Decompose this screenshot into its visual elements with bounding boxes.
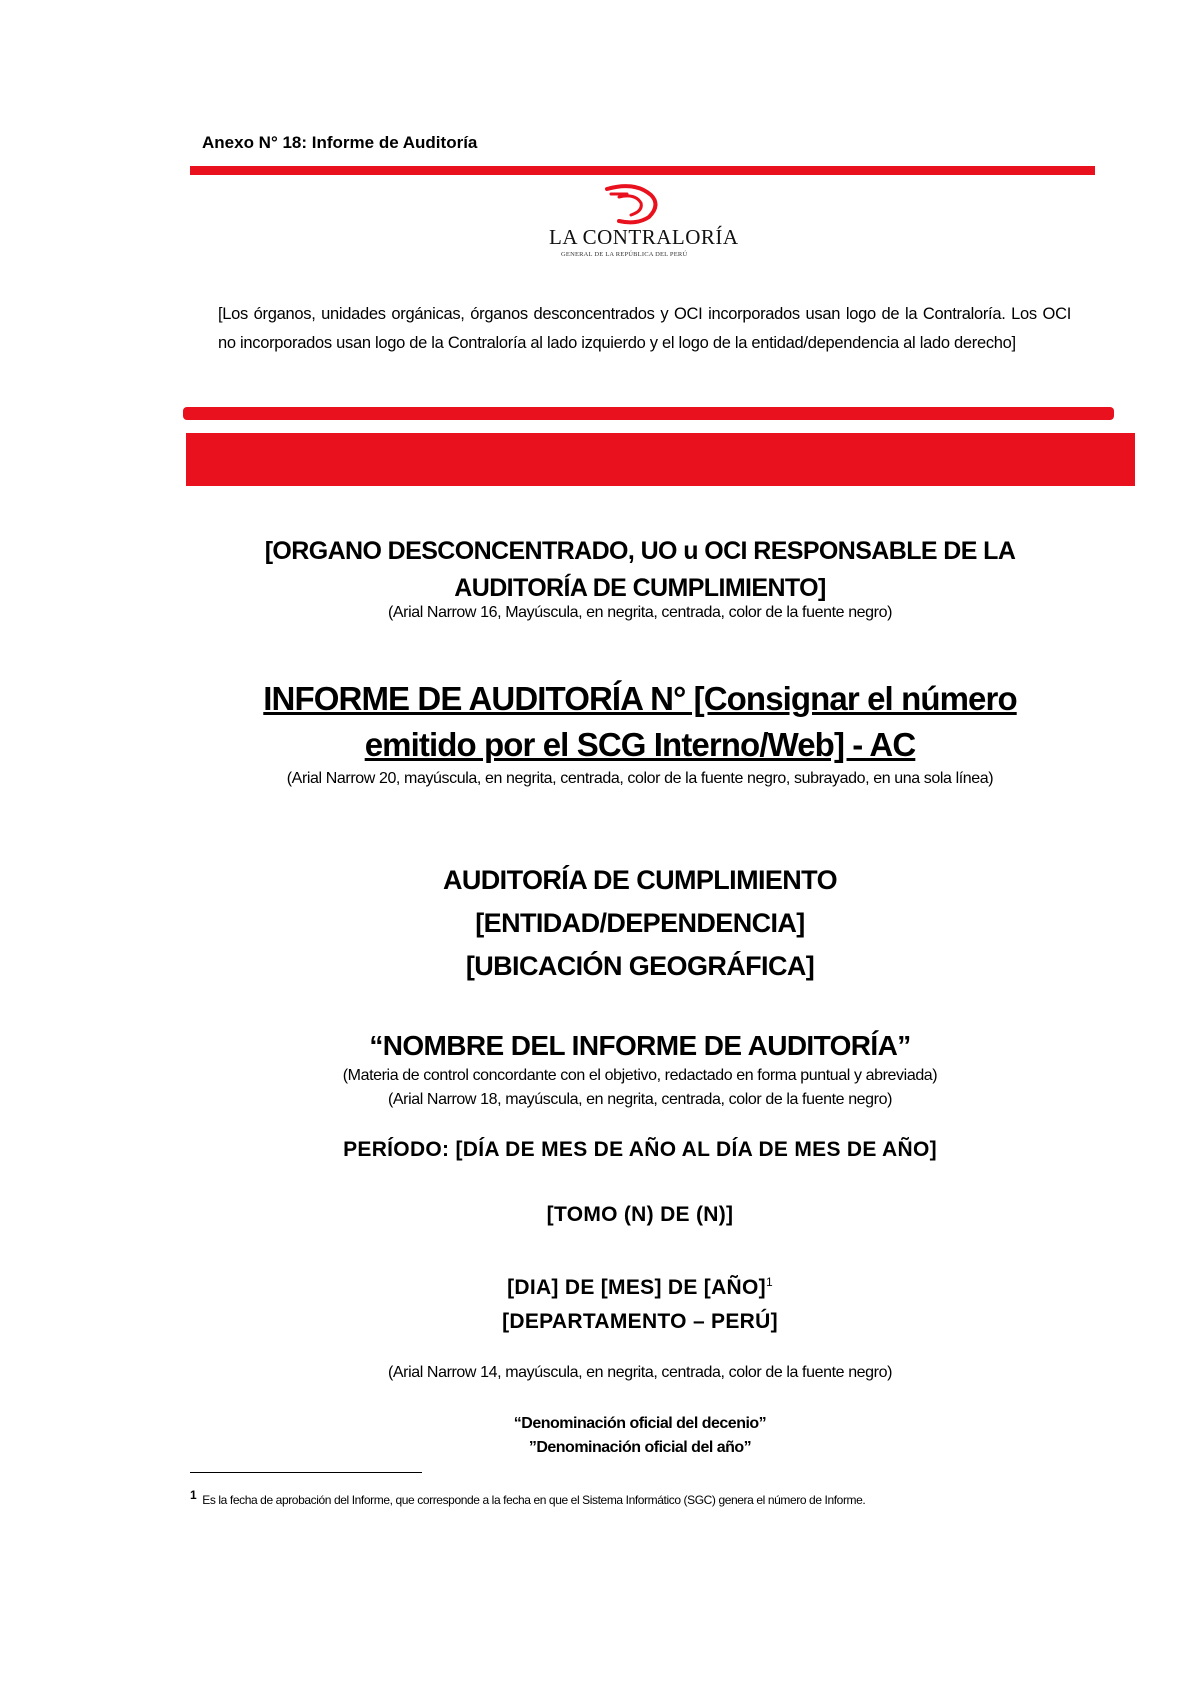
auditoria-line-2: [ENTIDAD/DEPENDENCIA] (475, 908, 805, 938)
organo-line-1: [ORGANO DESCONCENTRADO, UO u OCI RESPONSABLE DE LA (264, 537, 1016, 565)
logo-usage-note: [Los órganos, unidades orgánicas, órganos desconcentrados y OCI incorporados usan logo de la Contraloría. Los OCI no incorporados usan logo de la Contraloría al lado izquierdo y el logo de la entidad/dependencia al lado derecho] (218, 305, 1071, 352)
auditoria-line-1: AUDITORÍA DE CUMPLIMIENTO (442, 865, 837, 895)
informe-line-1: INFORME DE AUDITORÍA N° [Consignar el número (263, 680, 1017, 717)
footnote (190, 1488, 1090, 1507)
nombre-informe-heading: “NOMBRE DEL INFORME DE AUDITORÍA” (369, 1030, 911, 1061)
departamento-line: [DEPARTAMENTO – PERÚ] (502, 1310, 778, 1333)
tomo-heading: [TOMO (N) DE (N)] (546, 1203, 734, 1226)
fecha-heading (150, 1265, 1130, 1339)
informe-format-note: (Arial Narrow 20, mayúscula, en negrita, centrada, color de la fuente negro, subrayado, en una sola línea) (286, 770, 994, 787)
footnote-separator (190, 1472, 422, 1473)
fecha-format-note: (Arial Narrow 14, mayúscula, en negrita, centrada, color de la fuente negro) (387, 1364, 893, 1381)
footnote-text: Es la fecha de aprobación del Informe, que corresponde a la fecha en que el Sistema Informático (SGC) genera el número de Informe. (202, 1493, 866, 1507)
logo-subtitle: GENERAL DE LA REPÚBLICA DEL PERÚ (561, 251, 688, 258)
logo-wordmark: LA CONTRALORÍA (549, 225, 739, 249)
red-band (186, 433, 1135, 486)
periodo-heading: PERÍODO: [DÍA DE MES DE AÑO AL DÍA DE MES DE AÑO] (343, 1138, 937, 1161)
denominacion-anio: ”Denominación oficial del año” (528, 1439, 752, 1456)
red-rule-thin (183, 407, 1114, 420)
informe-line-2: emitido por el SCG Interno/Web] - AC (364, 726, 916, 763)
footnote-mark: 1 (190, 1488, 197, 1502)
contraloria-logo (545, 183, 739, 263)
footnote-ref: 1 (765, 1275, 773, 1289)
header-red-rule (190, 166, 1095, 175)
fecha-text: [DIA] DE [MES] DE [AÑO] (507, 1276, 766, 1299)
denominacion-block (150, 1412, 1130, 1460)
denominacion-decenio: “Denominación oficial del decenio” (513, 1415, 767, 1432)
auditoria-line-3: [UBICACIÓN GEOGRÁFICA] (465, 951, 815, 981)
fecha-line-1 (150, 1265, 1130, 1305)
nombre-format-note: (Arial Narrow 18, mayúscula, en negrita, centrada, color de la fuente negro) (387, 1091, 893, 1108)
informe-heading (150, 676, 1130, 768)
organo-heading (150, 533, 1130, 607)
contraloria-emblem-icon (545, 183, 735, 228)
auditoria-heading (150, 859, 1130, 988)
annex-title: Anexo N° 18: Informe de Auditoría (202, 133, 478, 152)
materia-note: (Materia de control concordante con el objetivo, redactado en forma puntual y abreviada) (342, 1067, 938, 1084)
organo-line-2: AUDITORÍA DE CUMPLIMIENTO] (454, 574, 826, 602)
organo-format-note: (Arial Narrow 16, Mayúscula, en negrita, centrada, color de la fuente negro) (387, 604, 893, 621)
